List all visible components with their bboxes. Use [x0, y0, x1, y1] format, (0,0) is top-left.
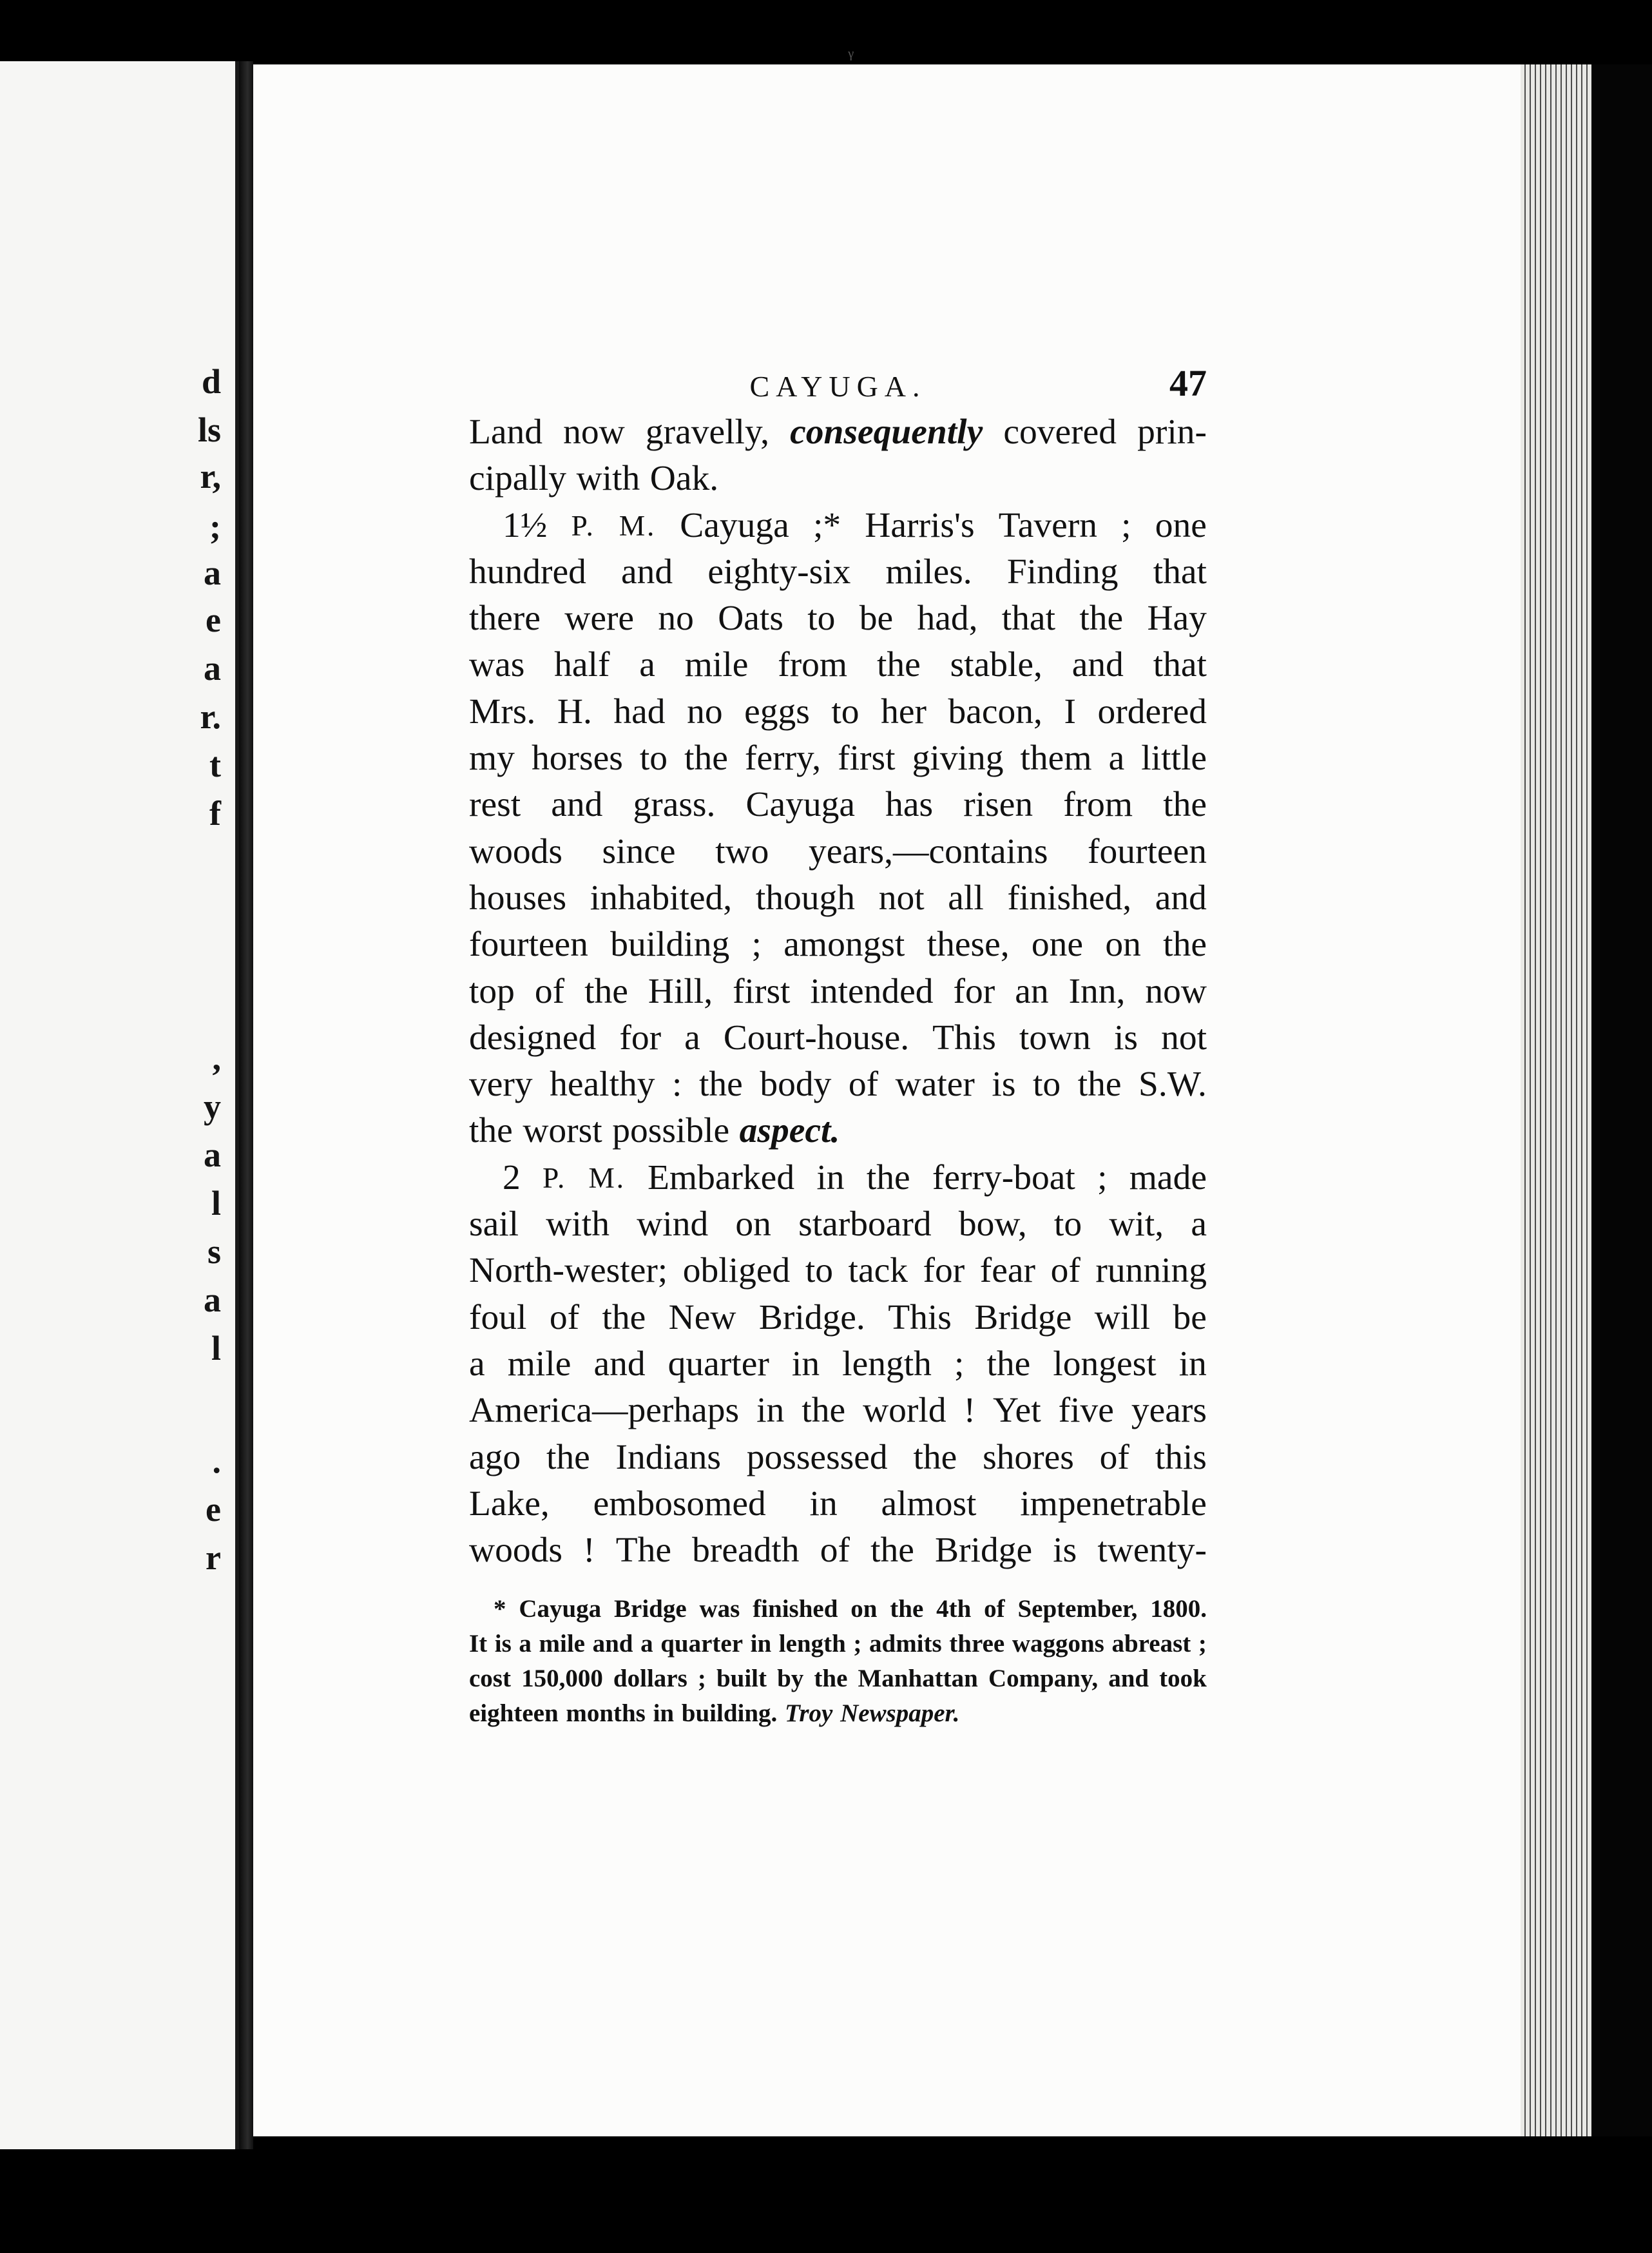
body-line: was half a mile from the stable, and that — [469, 645, 1207, 685]
body-line: Mrs. H. had no eggs to her bacon, I ordered — [469, 691, 1207, 731]
running-head-title: CAYUGA. — [749, 370, 927, 403]
body-text — [469, 409, 1207, 1574]
body-line: my horses to the ferry, first giving them a little — [469, 739, 1207, 778]
facing-page-fragment: l — [211, 1184, 221, 1223]
footnote-line: It is a mile and a quarter in length ; admits three waggons abreast ; — [469, 1630, 1207, 1658]
facing-page-fragment: a — [204, 649, 221, 688]
facing-page-fragment: t — [209, 746, 221, 784]
facing-page-fragment: r. — [200, 697, 221, 736]
body-line: foul of the New Bridge. This Bridge will be — [469, 1297, 1207, 1337]
facing-page-fragment: . — [212, 1442, 221, 1480]
body-line: rest and grass. Cayuga has risen from the — [469, 785, 1207, 825]
facing-page-fragment: y — [204, 1087, 221, 1126]
body-line: woods since two years,—contains fourteen — [469, 831, 1207, 871]
body-line: Lake, embosomed in almost impenetrable — [469, 1484, 1207, 1523]
facing-page-fragment: e — [206, 601, 221, 639]
facing-page-fragment: l — [211, 1329, 221, 1368]
body-line: designed for a Court-house. This town is not — [469, 1018, 1207, 1058]
facing-page-fragment: e — [206, 1490, 221, 1529]
facing-page-fragment: ; — [209, 507, 221, 546]
body-line: houses inhabited, though not all finished, and — [469, 878, 1207, 918]
body-line: cipally with Oak. — [469, 459, 719, 499]
facing-page-fragment: f — [209, 794, 221, 833]
text-block — [469, 358, 1207, 1731]
footnote-line: eighteen months in building. Troy Newspaper. — [469, 1699, 960, 1728]
body-line: the worst possible aspect. — [469, 1111, 840, 1151]
body-line: there were no Oats to be had, that the Hay — [469, 599, 1207, 639]
page-number: 47 — [1169, 362, 1207, 404]
book-gutter — [239, 61, 253, 2149]
body-line: ago the Indians possessed the shores of this — [469, 1437, 1207, 1477]
running-head — [469, 358, 1207, 409]
body-line: Land now gravelly, consequently covered prin- — [469, 412, 1207, 452]
facing-page-fragment: a — [204, 554, 221, 592]
body-line: 1½ P. M. Cayuga ;* Harris's Tavern ; one — [503, 505, 1207, 545]
page-stack-edge — [1521, 64, 1591, 2136]
facing-page-fragment: r, — [200, 457, 221, 496]
facing-page-fragment: a — [204, 1136, 221, 1174]
body-line: 2 P. M. Embarked in the ferry-boat ; made — [503, 1157, 1207, 1197]
body-line: a mile and quarter in length ; the longest in — [469, 1344, 1207, 1384]
footnote-line: cost 150,000 dollars ; built by the Manhattan Company, and took — [469, 1665, 1207, 1693]
facing-page-fragment: ls — [197, 411, 221, 449]
facing-page-fragment: , — [212, 1039, 221, 1078]
footnote-line: * Cayuga Bridge was finished on the 4th of September, 1800. — [494, 1595, 1207, 1623]
body-line: America—perhaps in the world ! Yet five years — [469, 1391, 1207, 1431]
facing-page-edge — [0, 61, 239, 2149]
facing-page-fragment: r — [206, 1538, 221, 1577]
facing-page-fragment: s — [207, 1232, 221, 1271]
body-line: sail with wind on starboard bow, to wit, a — [469, 1204, 1207, 1244]
facing-page-fragment: d — [201, 362, 221, 401]
footnote-block — [469, 1592, 1207, 1731]
body-line: woods ! The breadth of the Bridge is twenty- — [469, 1531, 1207, 1571]
scan-mark: ᵞ — [848, 45, 854, 69]
body-line: North-wester; obliged to tack for fear of running — [469, 1251, 1207, 1291]
body-line: top of the Hill, first intended for an Inn, now — [469, 971, 1207, 1011]
body-line: hundred and eighty-six miles. Finding that — [469, 552, 1207, 592]
body-line: very healthy : the body of water is to the S.W. — [469, 1065, 1207, 1105]
facing-page-fragment: a — [204, 1281, 221, 1319]
body-line: fourteen building ; amongst these, one on the — [469, 925, 1207, 965]
scan-border — [1591, 64, 1652, 2136]
